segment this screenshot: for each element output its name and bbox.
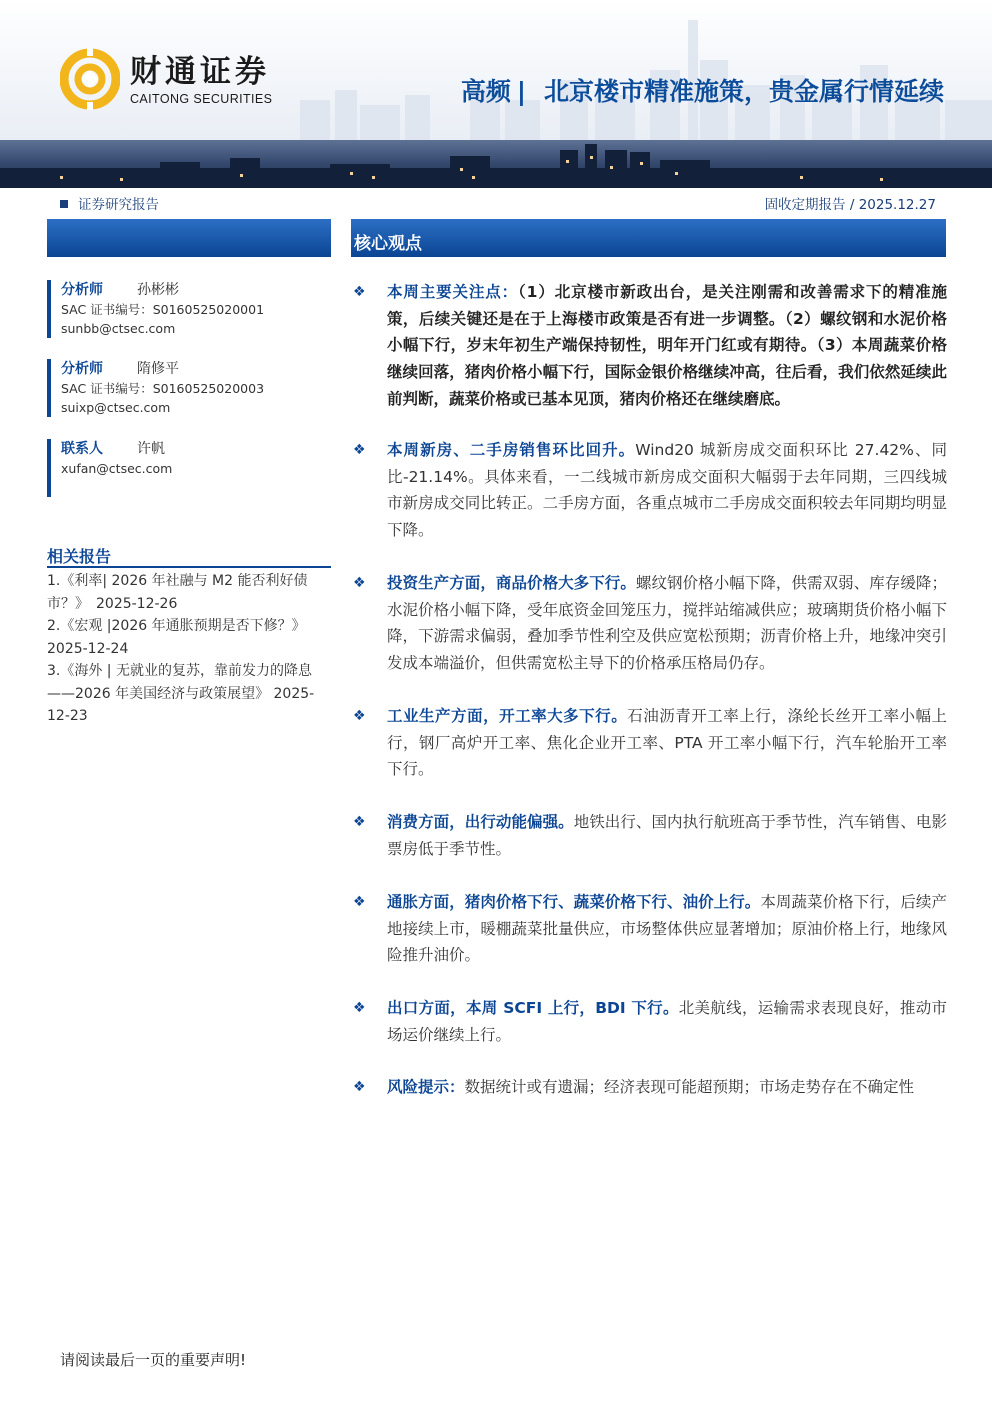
- point-body: 本周蔬菜价格下行，后续产地接续上市，暖棚蔬菜批量供应，市场整体供应显著增加；原油价格上行，地缘风险推升油价。: [387, 893, 947, 965]
- title-separator: |: [516, 77, 526, 106]
- contact-card: [47, 439, 341, 497]
- diamond-bullet-icon: ❖: [353, 814, 366, 830]
- core-point: [351, 279, 947, 413]
- point-lead: 通胀方面，猪肉价格下行、蔬菜价格下行、油价上行。: [387, 893, 761, 911]
- contact-role: 联系人: [61, 441, 103, 457]
- caitong-logo-icon: [60, 46, 120, 112]
- diamond-bullet-icon: ❖: [353, 708, 366, 724]
- related-report-link[interactable]: 1.《利率| 2026 年社融与 M2 能否利好债市？》 2025-12-26: [47, 573, 308, 612]
- point-lead: 风险提示：: [387, 1078, 465, 1096]
- diamond-bullet-icon: ❖: [353, 284, 366, 300]
- report-type-label: [60, 193, 159, 213]
- core-point: [351, 809, 947, 862]
- core-point: [351, 995, 947, 1048]
- related-reports-list: [47, 570, 331, 728]
- company-logo: [60, 44, 300, 114]
- analyst-name: 隋修平: [137, 361, 179, 377]
- analyst-card: [47, 280, 341, 338]
- analyst-cert: SAC 证书编号：S0160525020001: [61, 302, 265, 317]
- core-point: [351, 437, 947, 544]
- contact-name: 许帆: [137, 441, 165, 457]
- report-title: [461, 72, 944, 108]
- point-body: Wind20 城新房成交面积环比 27.42%、同比-21.14%。具体来看，一二线城市新房成交面积大幅弱于去年同期，三四线城市新房成交同比转正。二手房方面，各重点城市二手房成交面积较去年同期均明显下降。: [387, 441, 947, 540]
- point-body: 石油沥青开工率上行，涤纶长丝开工率小幅上行，钢厂高炉开工率、焦化企业开工率、PTA 开工率小幅下行，汽车轮胎开工率下行。: [387, 707, 947, 779]
- core-point: [351, 703, 947, 783]
- analyst-cert: SAC 证书编号：S0160525020003: [61, 381, 265, 396]
- point-body: 数据统计或有遗漏；经济表现可能超预期；市场走势存在不确定性: [464, 1078, 915, 1096]
- point-body: 北美航线，运输需求表现良好，推动市场运价继续上行。: [387, 999, 947, 1044]
- logo-name-en: CAITONG SECURITIES: [130, 92, 273, 106]
- point-lead: 工业生产方面，开工率大多下行。: [387, 707, 628, 725]
- point-body: 螺纹钢价格小幅下降，供需双弱、库存缓降；水泥价格小幅下降，受年底资金回笼压力，搅拌站缩减供应；玻璃期货价格小幅下降，下游需求偏弱，叠加季节性利空及供应宽松预期；沥青价格上升，地缘冲突引发成本端溢价，但供需宽松主导下的价格承压格局仍存。: [387, 574, 947, 673]
- related-report-link[interactable]: 3.《海外 | 无就业的复苏，靠前发力的降息——2026 年美国经济与政策展望》 2025-12-23: [47, 663, 315, 724]
- point-body: 地铁出行、国内执行航班高于季节性，汽车销售、电影票房低于季节性。: [387, 813, 947, 858]
- point-lead: 出口方面，本周 SCFI 上行，BDI 下行。: [387, 999, 679, 1017]
- point-lead: 投资生产方面，商品价格大多下行。: [387, 574, 636, 592]
- analyst-email[interactable]: sunbb@ctsec.com: [61, 321, 176, 336]
- report-headline: 北京楼市精准施策，贵金属行情延续: [543, 77, 944, 106]
- core-point: [351, 889, 947, 969]
- related-reports-title: 相关报告: [47, 547, 112, 566]
- disclaimer-note: 请阅读最后一页的重要声明!: [60, 1351, 247, 1369]
- core-section-label: 核心观点: [354, 234, 422, 254]
- logo-name-cn: 财通证券: [130, 54, 270, 90]
- report-date-label: 固收定期报告 / 2025.12.27: [764, 197, 936, 213]
- core-point: [351, 570, 947, 677]
- report-type-text: 证券研究报告: [78, 197, 159, 213]
- diamond-bullet-icon: ❖: [353, 1000, 366, 1016]
- page-header: [0, 0, 992, 188]
- diamond-bullet-icon: ❖: [353, 894, 366, 910]
- point-bold: （1）北京楼市新政出台，是关注刚需和改善需求下的精准施策，后续关键还是在于上海楼市政策是否有进一步调整。（2）螺纹钢和水泥价格小幅下行，岁末年初生产端保持韧性，明年开门红或有期待。（3）本周蔬菜价格继续回落，猪肉价格小幅下行，国际金银价格继续冲高，往后看，我们依然延续此前判断，蔬菜价格或已基本见顶，猪肉价格还在继续磨底。: [387, 283, 947, 408]
- sidebar-header-bar: [47, 219, 331, 257]
- diamond-bullet-icon: ❖: [353, 1079, 366, 1095]
- core-section-bar: [351, 219, 946, 257]
- point-lead: 本周主要关注点：: [387, 283, 519, 301]
- related-report-link[interactable]: 2.《宏观 |2026 年通胀预期是否下修？》 2025-12-24: [47, 618, 306, 657]
- analyst-email[interactable]: suixp@ctsec.com: [61, 400, 171, 415]
- contact-email[interactable]: xufan@ctsec.com: [61, 461, 173, 476]
- square-bullet-icon: [60, 200, 68, 208]
- core-point: [351, 1074, 947, 1101]
- analyst-card: [47, 359, 341, 417]
- point-lead: 本周新房、二手房销售环比回升。: [387, 441, 636, 459]
- analyst-role: 分析师: [61, 361, 103, 377]
- point-lead: 消费方面，出行动能偏强。: [387, 813, 574, 831]
- analyst-name: 孙彬彬: [137, 282, 179, 298]
- diamond-bullet-icon: ❖: [353, 442, 366, 458]
- report-category: 高频: [460, 77, 511, 106]
- analyst-role: 分析师: [61, 282, 103, 298]
- related-divider: [47, 566, 331, 568]
- diamond-bullet-icon: ❖: [353, 575, 366, 591]
